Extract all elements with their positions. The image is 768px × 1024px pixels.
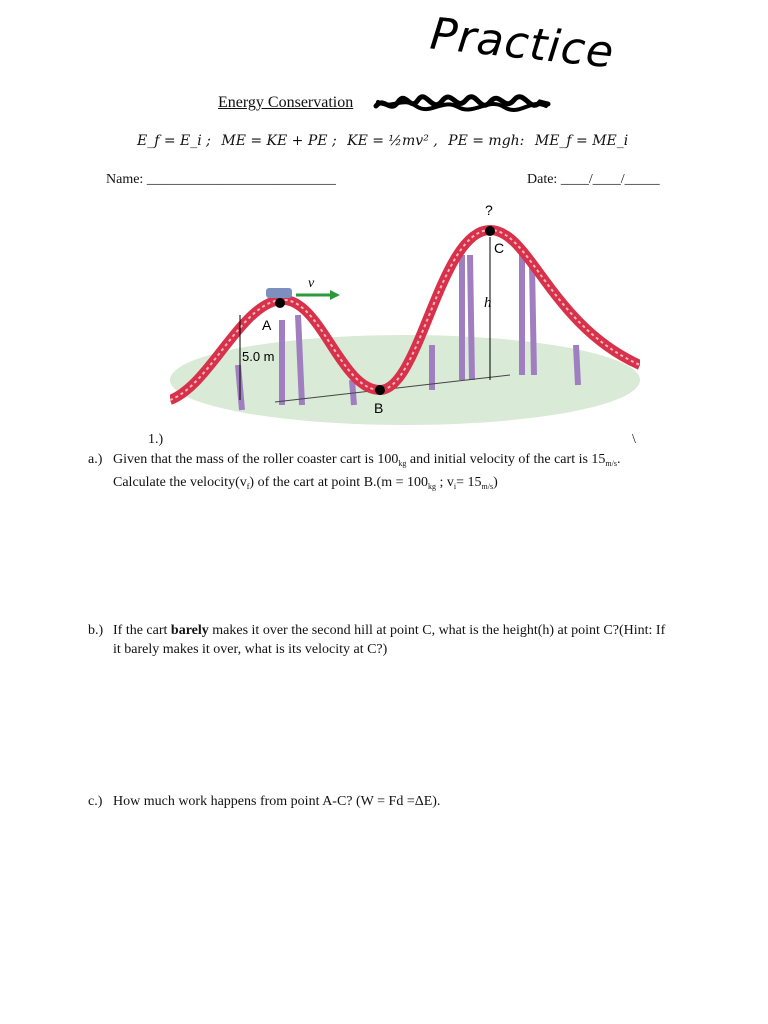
- qa-unit-kg2: kg: [427, 482, 436, 491]
- label-height: 5.0 m: [242, 349, 275, 364]
- qb-p2: makes it over the second hill at point C, what is the height(h) at point C?(Hint: If: [208, 623, 666, 638]
- question-c-label: c.): [88, 794, 103, 809]
- cart-icon: [266, 288, 292, 298]
- page-title: Energy Conservation: [218, 94, 354, 111]
- question-a-label: a.): [88, 452, 103, 467]
- qb-bold: barely: [170, 623, 209, 638]
- name-blank: ___________________________: [146, 172, 336, 187]
- qa-l2-p1: Calculate the velocity(v: [113, 475, 247, 490]
- qa-unit-kg: kg: [398, 459, 407, 468]
- qa-l2-p2: ) of the cart at point B.(m = 100: [249, 475, 428, 490]
- qa-l1-p2: and initial velocity of the cart is 15: [406, 452, 606, 467]
- label-c: C: [494, 240, 505, 256]
- qa-l1-p3: .: [616, 452, 621, 467]
- formula-energy-equal: E_f = E_i ;: [137, 133, 211, 149]
- label-b: B: [374, 400, 384, 416]
- qb-p1: If the cart: [113, 623, 171, 638]
- qa-l2-p4: = 15: [456, 475, 482, 490]
- question-b-text: [113, 621, 665, 659]
- stray-backslash: \: [632, 432, 636, 447]
- date-blank: ____/____/_____: [560, 172, 660, 187]
- qa-l2-p5: ): [493, 475, 498, 490]
- label-h: h: [484, 295, 492, 311]
- formula-me-equal: ME_f = ME_i: [534, 133, 629, 149]
- formula-potential-energy: PE = mgh:: [448, 133, 525, 149]
- question-c-text: How much work happens from point A-C? (W = Fd =ΔE).: [113, 794, 441, 809]
- qa-unit-ms: m/s: [605, 459, 617, 468]
- date-label: Date:: [527, 172, 558, 187]
- point-b: [375, 385, 385, 395]
- question-number: 1.): [148, 432, 164, 447]
- qa-sub-i: i: [453, 482, 457, 491]
- label-v: v: [308, 276, 315, 291]
- question-a-text: [113, 450, 620, 496]
- point-a: [275, 298, 285, 308]
- formula-kinetic-energy: KE = ½mv² ,: [347, 133, 438, 149]
- formula-mechanical-energy: ME = KE + PE ;: [221, 133, 337, 149]
- velocity-arrowhead: [330, 290, 340, 300]
- question-b-label: b.): [88, 623, 104, 638]
- qa-unit-ms2: m/s: [481, 482, 494, 491]
- formula-line: [137, 133, 634, 149]
- qb-line2: it barely makes it over, what is its velocity at C?): [113, 642, 388, 657]
- roller-coaster-diagram: [170, 195, 640, 430]
- qa-l2-p3: ; v: [435, 475, 454, 490]
- name-field: [106, 172, 336, 188]
- label-a: A: [262, 317, 272, 333]
- qa-l1-p1: Given that the mass of the roller coaster cart is 100: [113, 452, 399, 467]
- label-question: ?: [485, 202, 493, 218]
- date-field: [527, 172, 660, 188]
- scribble-out-mark: [372, 92, 552, 116]
- title-block: [218, 94, 353, 112]
- point-c: [485, 226, 495, 236]
- name-label: Name:: [106, 172, 144, 187]
- handwritten-practice-label: Practice: [427, 8, 617, 79]
- qa-sub-f: f: [246, 482, 250, 491]
